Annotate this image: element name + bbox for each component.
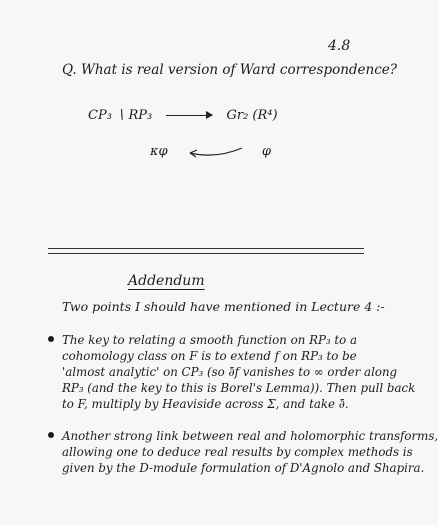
right-arrow-icon [166,115,212,116]
bullet-item-2 [48,428,438,476]
bullet-line: to F, multiply by Heaviside across Σ, and take ∂̄. [62,397,349,411]
bullet-item-1 [48,332,416,412]
bullet-line: given by the D-module formulation of D'Agnolo and Shapira. [62,461,425,475]
question-text: Q. What is real version of Ward correspondence? [62,62,398,78]
divider-line-bottom [48,253,364,254]
bullet-line: The key to relating a smooth function on RP₃ to a [62,333,357,347]
bullet-line: 'almost analytic' on CP₃ (so ∂̄f vanishes to ∞ order along [62,365,398,379]
function-map-row [150,144,271,159]
intro-text: Two points I should have mentioned in Lecture 4 :- [62,299,385,314]
bullet-dot-icon [48,336,54,342]
map-target: Gr₂ (R⁴) [226,108,278,123]
divider-line-top [48,248,364,249]
map-source: CP₃ ∖ RP₃ [88,108,153,123]
bullet-line: allowing one to deduce real results by complex methods is [62,445,413,459]
page-number: 4.8 [328,38,351,54]
addendum-heading: Addendum [128,273,205,289]
map-right-function: φ [261,144,272,159]
correspondence-map-row [88,108,278,123]
map-left-function: κφ [150,144,168,159]
bullet-line: RP₃ (and the key to this is Borel's Lemma)). Then pull back [62,381,416,395]
bullet-line: cohomology class on F is to extend f on RP₃ to be [62,349,357,363]
bullet-dot-icon [48,432,54,438]
curved-left-arrow-icon [186,145,244,159]
bullet-line: Another strong link between real and holomorphic transforms, [62,429,438,443]
